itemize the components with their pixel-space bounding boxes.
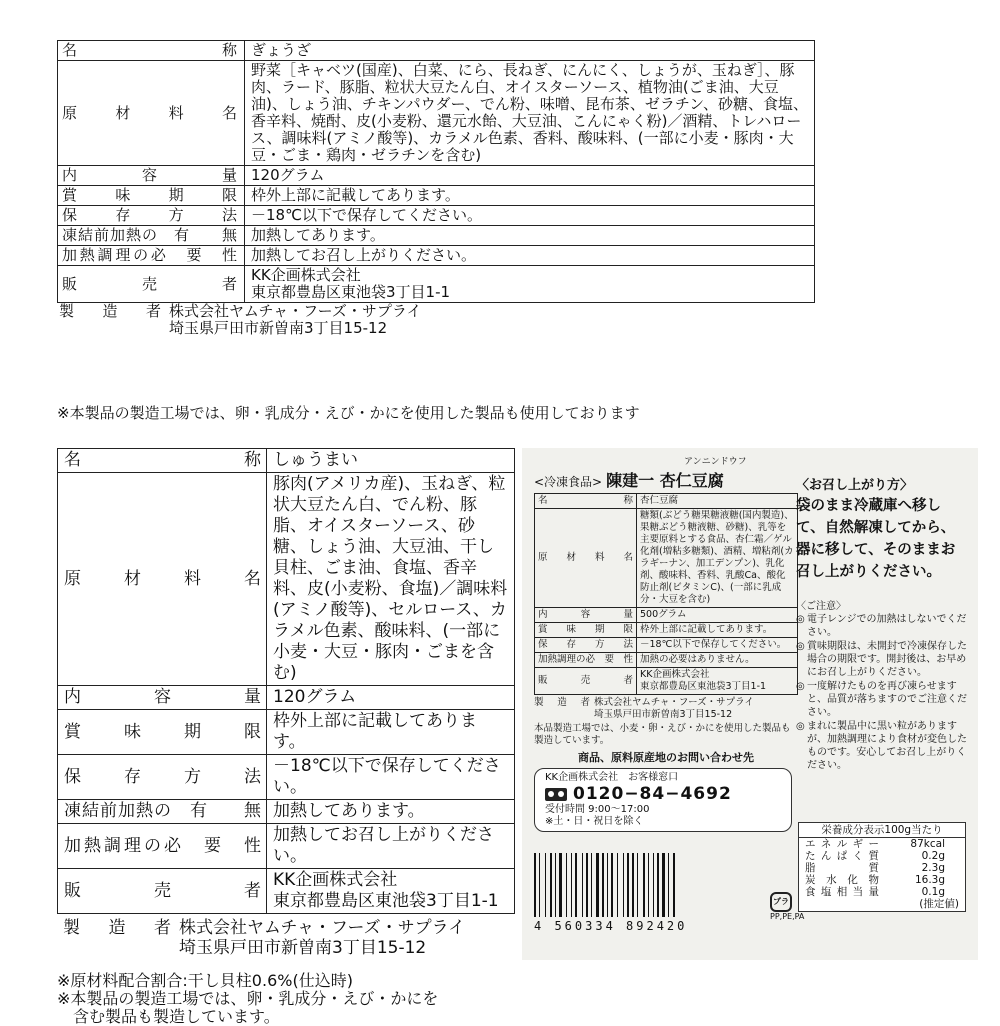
- shumai-row: [58, 710, 515, 755]
- annin-furigana: アンニンドウフ: [684, 457, 747, 467]
- howto-body: 袋のまま冷蔵庫へ移して、自然解凍してから、器に移して、そのままお召し上がりください。: [796, 498, 956, 580]
- gyoza-row-label: 保存方法: [58, 206, 245, 226]
- shumai-row: [58, 800, 515, 824]
- gyoza-row-label: 販 売 者: [58, 266, 245, 303]
- caution-text: 電子レンジでの加熱はしないでください。: [807, 614, 967, 638]
- barcode: [534, 853, 744, 935]
- shumai-row: [58, 824, 515, 869]
- caution-bullet-icon: ◎: [796, 614, 805, 625]
- annin-row-value: －18℃以下で保存してください。: [637, 638, 798, 653]
- gyoza-row: [58, 41, 815, 61]
- shumai-row-value: 加熱してあります。: [267, 800, 515, 824]
- shumai-label: [57, 448, 517, 1026]
- caution-list: [796, 613, 968, 772]
- gyoza-row: [58, 186, 815, 206]
- caution-item: [796, 680, 968, 719]
- nutrition-key: 脂 質: [805, 862, 879, 874]
- gyoza-row-label: 名 称: [58, 41, 245, 61]
- gyoza-row-value: 枠外上部に記載してあります。: [245, 186, 815, 206]
- annin-row: [535, 623, 798, 638]
- shumai-row-label: 保存方法: [58, 755, 267, 800]
- shumai-row-label: 賞味期限: [58, 710, 267, 755]
- annin-row: [535, 608, 798, 623]
- annin-row-label: 名 称: [535, 494, 637, 509]
- recycle-mark-text: プラ: [770, 892, 792, 912]
- gyoza-row-value: －18℃以下で保存してください。: [245, 206, 815, 226]
- annin-row-label: 原材料名: [535, 509, 637, 608]
- shumai-row-label: 内 容 量: [58, 686, 267, 710]
- annin-row: [535, 638, 798, 653]
- gyoza-row: [58, 246, 815, 266]
- nutrition-row: [799, 862, 965, 874]
- nutrition-key: 炭水化物: [805, 874, 879, 886]
- gyoza-info-table: [57, 40, 815, 303]
- caution-text: 賞味期限は、未開封で冷凍保存した場合の期限です。開封後は、お早めにお召し上がりください。: [807, 641, 967, 678]
- annin-label: [522, 448, 978, 960]
- gyoza-maker-name: 株式会社ヤムチャ・フーズ・サプライ: [169, 302, 422, 320]
- nutrition-value: 87kcal: [910, 838, 945, 850]
- annin-row-value: 枠外上部に記載してあります。: [637, 623, 798, 638]
- annin-row-label: 販 売 者: [535, 668, 637, 695]
- gyoza-row: [58, 206, 815, 226]
- gyoza-maker-address: 埼玉県戸田市新曽南3丁目15-12: [169, 319, 388, 337]
- shumai-row-value: 枠外上部に記載してあります。: [267, 710, 515, 755]
- shumai-row: [58, 686, 515, 710]
- nutrition-value: 16.3g: [914, 874, 945, 886]
- annin-contact-box: [534, 768, 792, 832]
- shumai-row-label: 原材料名: [58, 473, 267, 686]
- caution-bullet-icon: ◎: [796, 641, 805, 652]
- annin-hours: 受付時間 9:00〜17:00: [545, 804, 650, 815]
- annin-factory-note: 本品製造工場では、小麦・卵・えび・かにを使用した製品も製造しています。: [534, 723, 791, 746]
- annin-row-value: 500グラム: [637, 608, 798, 623]
- gyoza-row-value: 加熱してお召し上がりください。: [245, 246, 815, 266]
- nutrition-key: 食塩相当量: [805, 886, 879, 898]
- annin-row-value: 杏仁豆腐: [637, 494, 798, 509]
- gyoza-row-value: ぎょうざ: [245, 41, 815, 61]
- shumai-notes: [57, 972, 517, 1026]
- gyoza-row-label: 加熱調理の必 要 性: [58, 246, 245, 266]
- annin-phone-row: [545, 784, 781, 804]
- shumai-maker: [57, 918, 517, 958]
- shumai-maker-address: 埼玉県戸田市新曽南3丁目15-12: [179, 938, 427, 958]
- shumai-row-value: 120グラム: [267, 686, 515, 710]
- nutrition-row: [799, 850, 965, 862]
- shumai-row-label: 販 売 者: [58, 869, 267, 914]
- annin-maker: [534, 697, 798, 721]
- annin-row: [535, 668, 798, 695]
- recycle-mark-icon: [770, 892, 805, 921]
- annin-row-value: KK企画株式会社 東京都豊島区東池袋3丁目1-1: [637, 668, 798, 695]
- caution-bullet-icon: ◎: [796, 721, 805, 732]
- gyoza-row-label: 内 容 量: [58, 166, 245, 186]
- nutrition-value: 0.2g: [921, 850, 945, 862]
- caution-item: [796, 640, 968, 679]
- nutrition-footer: (推定値): [919, 898, 959, 910]
- shumai-row-label: 加熱調理の必 要 性: [58, 824, 267, 869]
- annin-product-name: 陳建一 杏仁豆腐: [606, 471, 724, 490]
- nutrition-key: たんぱく質: [805, 850, 879, 862]
- gyoza-label: [57, 40, 815, 337]
- annin-row-value: 糖類(ぶどう糖果糖液糖(国内製造)、果糖ぶどう糖液糖、砂糖)、乳等を主要原料とする食品、杏仁霜／ゲル化剤(増粘多糖類)、酒精、増粘剤(カラギーナン、加工デンプン)、乳化剤、酸味料、香料、乳酸Ca、酸化防止剤(ビタミンC)、(一部に乳成分・大豆を含む): [637, 509, 798, 608]
- shumai-row: [58, 755, 515, 800]
- nutrition-row: [799, 886, 965, 898]
- annin-category: <冷凍食品>: [534, 475, 603, 489]
- annin-contact-company: KK企画株式会社 お客様窓口: [545, 772, 679, 783]
- shumai-row-value: 加熱してお召し上がりください。: [267, 824, 515, 869]
- nutrition-key: エネルギー: [805, 838, 879, 850]
- gyoza-row-value: 加熱してあります。: [245, 226, 815, 246]
- gyoza-row: [58, 266, 815, 303]
- annin-row: [535, 509, 798, 608]
- shumai-row-value: KK企画株式会社 東京都豊島区東池袋3丁目1-1: [267, 869, 515, 914]
- gyoza-row-label: 賞味期限: [58, 186, 245, 206]
- shumai-row-label: 名 称: [58, 449, 267, 473]
- shumai-row-value: 豚肉(アメリカ産)、玉ねぎ、粒状大豆たん白、でん粉、豚脂、オイスターソース、砂糖、しょう油、大豆油、干し貝柱、ごま油、食塩、香辛料、皮(小麦粉、食塩)／調味料(アミノ酸等)、セルロース、カラメル色素、酸味料、(一部に小麦・大豆・豚肉・ごまを含む): [267, 473, 515, 686]
- caution-item: [796, 720, 968, 772]
- shumai-note-allergen: ※本製品の製造工場では、卵・乳成分・えび・かにを: [57, 989, 439, 1008]
- gyoza-maker: [59, 303, 815, 337]
- annin-phone-number: 0120−84−4692: [573, 784, 732, 804]
- annin-maker-address: 埼玉県戸田市新曽南3丁目15-12: [594, 709, 733, 720]
- caution-bullet-icon: ◎: [796, 681, 805, 692]
- barcode-digits: 4 560334 892420: [534, 919, 688, 933]
- caution-title: 〈ご注意〉: [796, 601, 846, 612]
- annin-row-label: 賞味期限: [535, 623, 637, 638]
- nutrition-rows: [799, 838, 965, 898]
- nutrition-header: 栄養成分表示100g当たり: [799, 823, 965, 838]
- shumai-row-value: しゅうまい: [267, 449, 515, 473]
- annin-title: [534, 468, 798, 491]
- shumai-maker-label: 製 造 者: [63, 918, 173, 938]
- annin-row-label: 内 容 量: [535, 608, 637, 623]
- shumai-info-table: [57, 448, 515, 914]
- gyoza-row-value: 120グラム: [245, 166, 815, 186]
- annin-maker-name: 株式会社ヤムチャ・フーズ・サプライ: [594, 697, 754, 708]
- shumai-maker-name: 株式会社ヤムチャ・フーズ・サプライ: [179, 918, 466, 938]
- gyoza-row: [58, 61, 815, 166]
- recycle-mark-sub: PP,PE,PA: [770, 912, 805, 921]
- shumai-row: [58, 449, 515, 473]
- annin-right-column: [796, 474, 968, 772]
- nutrition-row: [799, 838, 965, 850]
- shumai-row-label: 凍結前加熱の 有 無: [58, 800, 267, 824]
- freedial-icon: [545, 788, 567, 801]
- annin-row-label: 保存方法: [535, 638, 637, 653]
- shumai-row: [58, 473, 515, 686]
- gyoza-row-value: 野菜［キャベツ(国産)、白菜、にら、長ねぎ、にんにく、しょうが、玉ねぎ］、豚肉、ラード、豚脂、粒状大豆たん白、オイスターソース、植物油(ごま油、大豆油)、しょう油、チキンパウダー、でん粉、味噌、昆布茶、ゼラチン、砂糖、食塩、香辛料、焼酎、皮(小麦粉、還元水飴、大豆油、こんにゃく粉)／酒精、トレハロース、調味料(アミノ酸等)、カラメル色素、香料、酸味料、(一部に小麦・豚肉・大豆・ごま・鶏肉・ゼラチンを含む): [245, 61, 815, 166]
- nutrition-row: [799, 874, 965, 886]
- annin-inquiry-title: 商品、原料原産地のお問い合わせ先: [578, 751, 754, 764]
- annin-maker-label: 製 造 者: [534, 697, 590, 708]
- annin-row: [535, 494, 798, 509]
- nutrition-value: 0.1g: [921, 886, 945, 898]
- shumai-note-ratio: ※原材料配合割合:干し貝柱0.6%(仕込時): [57, 971, 353, 990]
- howto-title: 〈お召し上がり方〉: [796, 478, 914, 493]
- annin-info-table: [534, 493, 798, 695]
- caution-text: まれに製品中に黒い粒がありますが、加熱調理により食材が変色したものです。安心してお召し上がりください。: [807, 721, 967, 771]
- barcode-bars-icon: [534, 853, 744, 917]
- shumai-row-value: －18℃以下で保存してください。: [267, 755, 515, 800]
- gyoza-allergen-note: ※本製品の製造工場では、卵・乳成分・えび・かにを使用した製品も使用しております: [57, 404, 640, 422]
- gyoza-row-label: 原材料名: [58, 61, 245, 166]
- shumai-note-allergen-cont: 含む製品も製造しています。: [57, 1007, 280, 1026]
- annin-closed: ※土・日・祝日を除く: [545, 816, 644, 827]
- gyoza-row: [58, 226, 815, 246]
- gyoza-row-label: 凍結前加熱の 有 無: [58, 226, 245, 246]
- shumai-row: [58, 869, 515, 914]
- annin-left-column: [534, 454, 798, 832]
- nutrition-value: 2.3g: [921, 862, 945, 874]
- annin-row-label: 加熱調理の必 要 性: [535, 653, 637, 668]
- gyoza-row-value: KK企画株式会社 東京都豊島区東池袋3丁目1-1: [245, 266, 815, 303]
- annin-row: [535, 653, 798, 668]
- caution-text: 一度解けたものを再び凍らせますと、品質が落ちますのでご注意ください。: [807, 681, 967, 718]
- gyoza-maker-label: 製 造 者: [59, 302, 163, 320]
- nutrition-table: [798, 822, 966, 912]
- caution-item: [796, 613, 968, 639]
- gyoza-row: [58, 166, 815, 186]
- annin-row-value: 加熱の必要はありません。: [637, 653, 798, 668]
